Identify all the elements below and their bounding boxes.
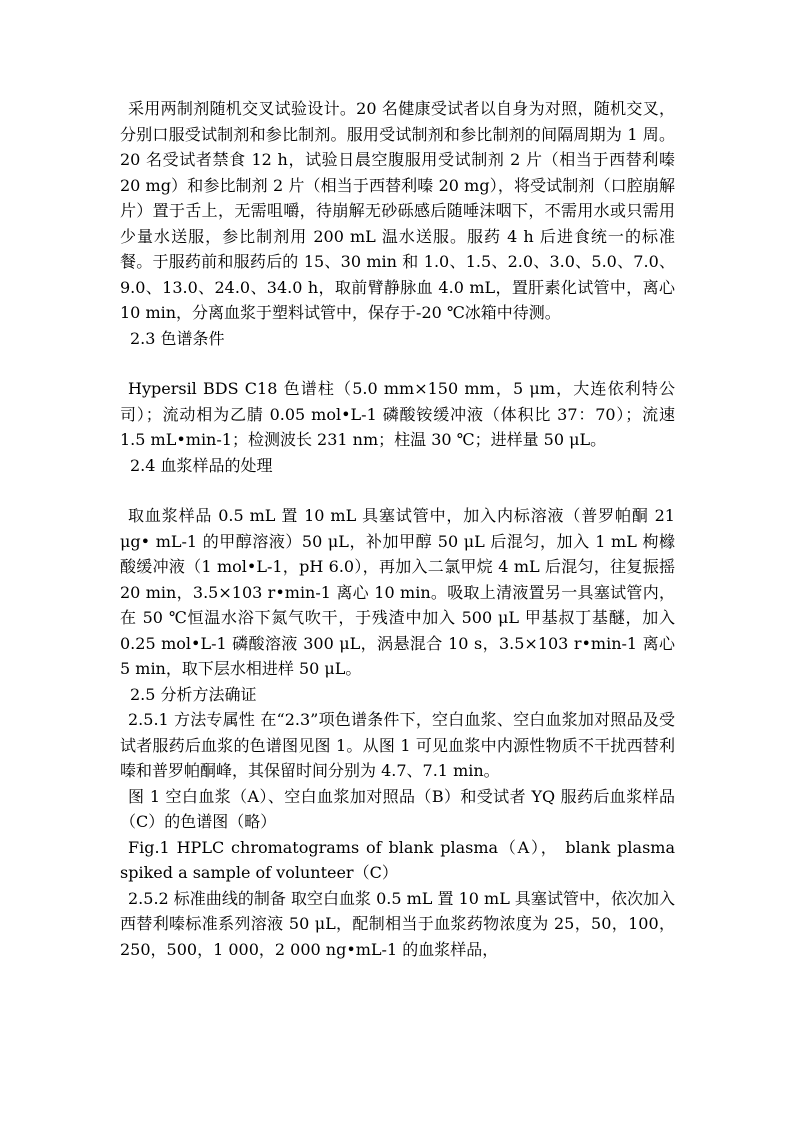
paragraph-sample-processing: 取血浆样品 0.5 mL 置 10 mL 具塞试管中，加入内标溶液（普罗帕酮 21 μg• mL-1 的甲醇溶液）50 μL，补加甲醇 50 μL 后混匀，加入 1 mL 枸橼酸缓冲液（1 mol•L-1，pH 6.0），再加入二氯甲烷 4 mL 后混匀，往复振摇 20 min，3.5×103 r•min-1 离心 10 min。吸取上清液置另一具塞试管内，在 50 ℃恒温水浴下氮气吹干，于残渣中加入 500 μL 甲基叔丁基醚，加入 0.25 mol•L-1 磷酸溶液 300 μL，涡悬混合 10 s，3.5×103 r•min-1 离心 5 min，取下层水相进样 50 μL。 <box>120 506 675 678</box>
figure-caption-en: Fig.1 HPLC chromatograms of blank plasma（A）， blank plasma spiked a sample of volunteer（C） <box>120 837 675 882</box>
section-heading-2-3: 2.3 色谱条件 <box>130 328 225 348</box>
paragraph-trial-design: 采用两制剂随机交叉试验设计。20 名健康受试者以自身为对照，随机交叉，分别口服受试制剂和参比制剂。服用受试制剂和参比制剂的间隔周期为 1 周。20 名受试者禁食 12 h，试验日晨空腹服用受试制剂 2 片（相当于西替利嗪 20 mg）和参比制剂 2 片（相当于西替利嗪 20 mg），将受试制剂（口腔崩解片）置于舌上，无需咀嚼，待崩解无砂砾感后随唾沫咽下，不需用水或只需用少量水送服，参比制剂用 200 mL 温水送服。服药 4 h 后进食统一的标准餐。于服药前和服药后的 15、30 min 和 1.0、1.5、2.0、3.0、5.0、7.0、9.0、13.0、24.0、34.0 h，取前臂静脉血 4.0 mL，置肝素化试管中，离心 10 min，分离血浆于塑料试管中，保存于-20 ℃冰箱中待测。 <box>120 99 675 322</box>
blank-line <box>120 351 675 376</box>
paragraph-standard-curve: 2.5.2 标准曲线的制备 取空白血浆 0.5 mL 置 10 mL 具塞试管中，依次加入西替利嗪标准系列溶液 50 μL，配制相当于血浆药物浓度为 25，50，100，250，500，1 000，2 000 ng•mL-1 的血浆样品， <box>120 888 675 959</box>
paragraph-chromatography: Hypersil BDS C18 色谱柱（5.0 mm×150 mm，5 μm，大连依利特公司）；流动相为乙腈 0.05 mol•L-1 磷酸铵缓冲液（体积比 37：70）；流速 1.5 mL•min-1；检测波长 231 nm；柱温 30 ℃；进样量 50 μL。 <box>120 379 675 449</box>
section-heading-2-5: 2.5 分析方法确证 <box>130 684 257 704</box>
figure-caption-cn: 图 1 空白血浆（A）、空白血浆加对照品（B）和受试者 YQ 服药后血浆样品（C）的色谱图（略） <box>120 786 675 831</box>
paragraph-specificity: 2.5.1 方法专属性 在“2.3”项色谱条件下，空白血浆、空白血浆加对照品及受试者服药后血浆的色谱图见图 1。从图 1 可见血浆中内源性物质不干扰西替利嗪和普罗帕酮峰，其保留时间分别为 4.7、7.1 min。 <box>120 710 675 780</box>
document-body <box>120 96 675 962</box>
blank-line <box>120 478 675 503</box>
section-heading-2-4: 2.4 血浆样品的处理 <box>130 455 273 475</box>
